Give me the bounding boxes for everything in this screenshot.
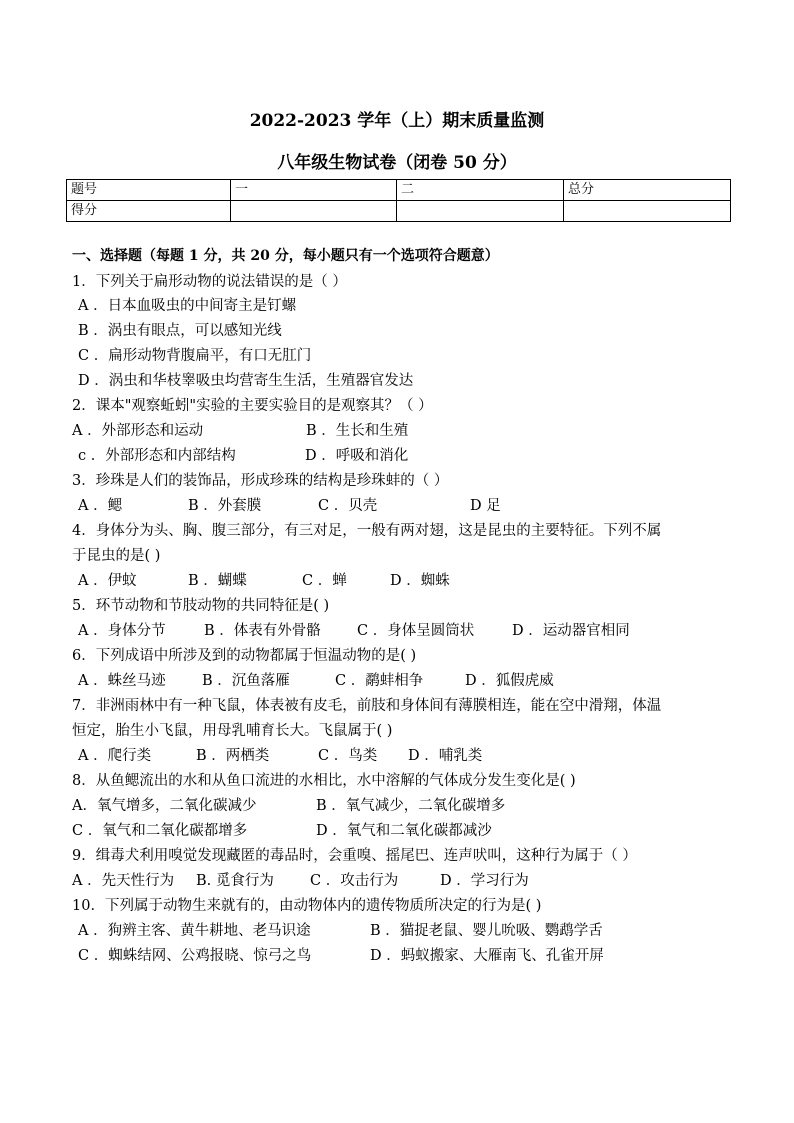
option: D ．涡虫和华枝睾吸虫均营寄生生活，生殖器官发达 [78, 373, 414, 389]
option: B ．猫捉老鼠、婴儿吮吸、鹦鹉学舌 [370, 923, 603, 939]
question-stem: 8．从鱼鳃流出的水和从鱼口流进的水相比，水中溶解的气体成分发生变化是( ) [72, 773, 576, 789]
option: B ．生长和生殖 [306, 423, 409, 439]
score-input-cell[interactable] [564, 201, 731, 222]
option: D ．狐假虎威 [465, 673, 554, 689]
section-heading: 一、选择题（每题 1 分，共 20 分，每小题只有一个选项符合题意） [72, 248, 499, 264]
question-stem: 9．缉毒犬利用嗅觉发现藏匿的毒品时，会重嗅、摇尾巴、连声吠叫，这种行为属于（ ） [72, 848, 637, 864]
option: B ．涡虫有眼点，可以感知光线 [78, 323, 282, 339]
table-cell: 得分 [67, 201, 231, 222]
option: C ．蝉 [302, 573, 347, 589]
question-stem: 10．下列属于动物生来就有的，由动物体内的遗传物质所决定的行为是( ) [72, 898, 542, 914]
score-table [66, 179, 731, 222]
question-stem-cont: 于昆虫的是( ) [72, 548, 161, 564]
option: A ．狗辨主客、黄牛耕地、老马识途 [78, 923, 311, 939]
question-stem: 6．下列成语中所涉及到的动物都属于恒温动物的是( ) [72, 648, 417, 664]
score-input-cell[interactable] [231, 201, 397, 222]
option: D ．学习行为 [440, 873, 529, 889]
question-stem-cont: 恒定，胎生小飞鼠，用母乳哺育长大。飞鼠属于( ) [72, 723, 393, 739]
option: C ．鸟类 [318, 748, 378, 764]
question-stem: 7．非洲雨林中有一种飞鼠，体表被有皮毛，前肢和身体间有薄膜相连，能在空中滑翔，体温 [72, 698, 662, 714]
score-input-cell[interactable] [397, 201, 564, 222]
option: D ．运动器官相同 [512, 623, 630, 639]
option: A ．先天性行为 [72, 873, 175, 889]
table-row [67, 201, 731, 222]
option: A ．外部形态和运动 [72, 423, 204, 439]
option: A ．鳃 [78, 498, 123, 514]
option: A ．爬行类 [78, 748, 152, 764]
table-cell: 二 [397, 180, 564, 201]
table-row [67, 180, 731, 201]
option: C ．贝壳 [318, 498, 378, 514]
question-stem: 1．下列关于扁形动物的说法错误的是（ ） [72, 274, 347, 290]
option: A ．日本血吸虫的中间寄主是钉螺 [78, 298, 297, 314]
option: c ．外部形态和内部结构 [78, 448, 236, 464]
option: D ．哺乳类 [408, 748, 483, 764]
option: D ．氧气和二氧化碳都减沙 [316, 823, 492, 839]
option: B ．氧气减少，二氧化碳增多 [316, 798, 506, 814]
table-cell: 题号 [67, 180, 231, 201]
question-stem: 5．环节动物和节肢动物的共同特征是( ) [72, 598, 330, 614]
table-cell: 总分 [564, 180, 731, 201]
option: C ．蜘蛛结网、公鸡报晓、惊弓之鸟 [78, 948, 312, 964]
option: A ．伊蚊 [78, 573, 137, 589]
option: C ．鹬蚌相争 [335, 673, 424, 689]
question-stem: 3．珍珠是人们的装饰品，形成珍珠的结构是珍珠蚌的（ ） [72, 473, 449, 489]
option: D 足 [470, 498, 501, 514]
option: B ．外套膜 [188, 498, 262, 514]
option: B ．两栖类 [196, 748, 270, 764]
option: A ．身体分节 [78, 623, 166, 639]
option: D ．蚂蚁搬家、大雁南飞、孔雀开屏 [370, 948, 604, 964]
option: C ．扁形动物背腹扁平，有口无肛门 [78, 348, 312, 364]
option: C ．攻击行为 [310, 873, 399, 889]
option: D ．蜘蛛 [390, 573, 450, 589]
question-stem: 2．课本"观察蚯蚓"实验的主要实验目的是观察其？（ ） [72, 398, 433, 414]
option: C ．氧气和二氧化碳都增多 [72, 823, 248, 839]
exam-subtitle: 八年级生物试卷（闭卷 50 分） [277, 153, 517, 173]
exam-title: 2022-2023 学年（上）期末质量监测 [249, 111, 545, 131]
option: B. 觅食行为 [196, 873, 274, 889]
option: A．氧气增多，二氧化碳减少 [72, 798, 257, 814]
question-stem: 4．身体分为头、胸、腹三部分，有三对足，一般有两对翅，这是昆虫的主要特征。下列不属 [72, 523, 662, 539]
table-cell: 一 [231, 180, 397, 201]
option: B ．蝴蝶 [188, 573, 247, 589]
option: D ．呼吸和消化 [305, 448, 409, 464]
option: B ．沉鱼落雁 [202, 673, 290, 689]
option: B ．体表有外骨骼 [204, 623, 321, 639]
option: A ．蛛丝马迹 [78, 673, 166, 689]
option: C ．身体呈圆筒状 [357, 623, 475, 639]
